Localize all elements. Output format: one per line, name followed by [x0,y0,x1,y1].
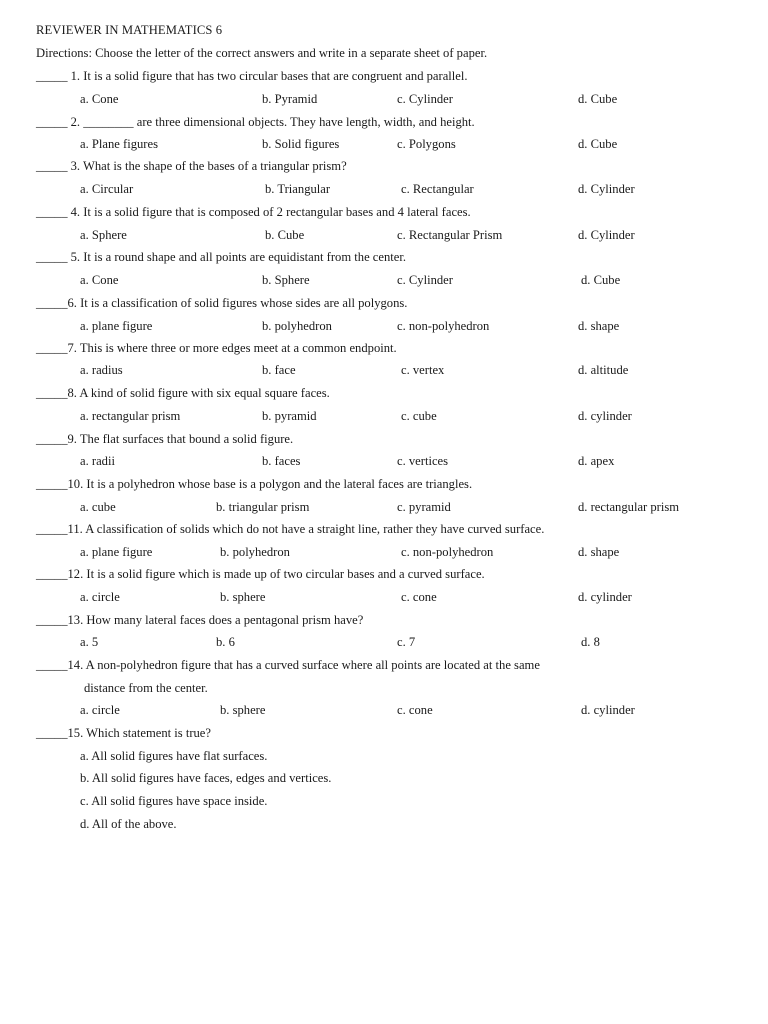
option-d: d. Cylinder [578,228,635,242]
question-3: _____ 3. What is the shape of the bases of a triangular prism? [36,159,347,173]
option-c: c. Polygons [397,137,456,151]
option-b: b. polyhedron [220,545,290,559]
option-b: b. Cube [265,228,305,242]
option-c: c. Cylinder [397,273,453,287]
option-a: a. Plane figures [80,137,158,151]
option-c: c. pyramid [397,500,451,514]
question-11: _____11. A classification of solids which do not have a straight line, rather they have curved surface. [36,522,545,536]
question-6: _____6. It is a classification of solid figures whose sides are all polygons. [36,296,408,310]
option-b: b. Triangular [265,182,331,196]
option-c: c. 7 [397,635,416,649]
option-b: b. triangular prism [216,500,310,514]
option-b: b. Pyramid [262,92,318,106]
option-d: d. shape [578,319,620,333]
option-a: a. Cone [80,273,119,287]
option-a: a. 5 [80,635,99,649]
question-12: _____12. It is a solid figure which is made up of two circular bases and a curved surface. [36,567,485,581]
option-c: c. Rectangular [401,182,474,196]
option-a: a. radius [80,363,123,377]
option-c: c. vertex [401,363,445,377]
option-c: c. All solid figures have space inside. [80,794,268,808]
option-c: c. cone [401,590,437,604]
option-d: d. cylinder [578,409,632,423]
option-d: d. 8 [581,635,600,649]
question-2: _____ 2. ________ are three dimensional objects. They have length, width, and height. [36,115,475,129]
option-b: b. pyramid [262,409,317,423]
option-c: c. non-polyhedron [401,545,494,559]
option-a: a. Circular [80,182,134,196]
option-b: b. faces [262,454,301,468]
option-a: a. radii [80,454,115,468]
option-a: a. Sphere [80,228,127,242]
question-15: _____15. Which statement is true? [36,726,211,740]
option-a: a. rectangular prism [80,409,181,423]
question-8: _____8. A kind of solid figure with six equal square faces. [36,386,330,400]
option-c: c. non-polyhedron [397,319,490,333]
question-5: _____ 5. It is a round shape and all points are equidistant from the center. [36,250,407,264]
option-a: a. circle [80,703,120,717]
option-a: a. circle [80,590,120,604]
option-a: a. plane figure [80,319,153,333]
page-title: REVIEWER IN MATHEMATICS 6 [36,23,223,37]
question-9: _____9. The flat surfaces that bound a solid figure. [36,432,294,446]
option-c: c. cube [401,409,437,423]
option-b: b. polyhedron [262,319,332,333]
option-a: a. cube [80,500,116,514]
option-a: a. Cone [80,92,119,106]
option-b: b. sphere [220,703,266,717]
option-d: d. Cube [578,92,618,106]
option-b: b. face [262,363,296,377]
option-b: b. Solid figures [262,137,340,151]
question-1: _____ 1. It is a solid figure that has two circular bases that are congruent and parallel. [36,69,468,83]
option-d: d. altitude [578,363,629,377]
option-b: b. All solid figures have faces, edges and vertices. [80,771,332,785]
option-b: b. Sphere [262,273,310,287]
option-c: c. vertices [397,454,449,468]
option-d: d. shape [578,545,620,559]
option-d: d. apex [578,454,615,468]
question-14: _____14. A non-polyhedron figure that has a curved surface where all points are located at the same [36,658,540,672]
option-d: d. All of the above. [80,817,177,831]
option-b: b. sphere [220,590,266,604]
question-10: _____10. It is a polyhedron whose base is a polygon and the lateral faces are triangles. [36,477,473,491]
option-c: c. Cylinder [397,92,453,106]
option-a: a. All solid figures have flat surfaces. [80,749,268,763]
directions-text: Directions: Choose the letter of the correct answers and write in a separate sheet of paper. [36,46,488,60]
option-a: a. plane figure [80,545,153,559]
question-4: _____ 4. It is a solid figure that is composed of 2 rectangular bases and 4 lateral faces. [36,205,471,219]
option-d: d. Cube [581,273,621,287]
option-c: c. Rectangular Prism [397,228,503,242]
option-b: b. 6 [216,635,235,649]
option-d: d. Cube [578,137,618,151]
question-13: _____13. How many lateral faces does a pentagonal prism have? [36,613,364,627]
question-7: _____7. This is where three or more edges meet at a common endpoint. [36,341,397,355]
question-14-continuation: distance from the center. [84,681,208,695]
option-d: d. rectangular prism [578,500,680,514]
option-d: d. Cylinder [578,182,635,196]
option-d: d. cylinder [578,590,632,604]
option-c: c. cone [397,703,433,717]
option-d: d. cylinder [581,703,635,717]
